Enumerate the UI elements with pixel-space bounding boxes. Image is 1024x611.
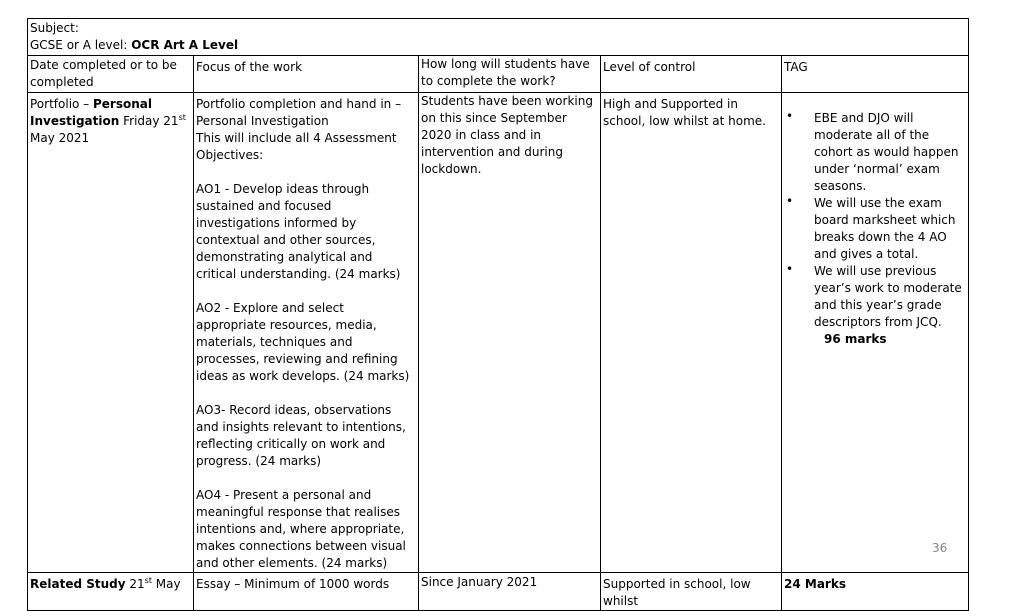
portfolio-date-bold: Personal Investigation [30, 97, 152, 128]
tag-item: • We will use previous year’s work to moderate and this year’s grade descriptors from JCQ. [784, 263, 966, 331]
related-control-cell: Supported in school, low whilst [601, 573, 782, 611]
related-date-suffix: 21 [125, 577, 145, 591]
level-label: GCSE or A level: [30, 38, 132, 52]
related-date-cell [28, 573, 194, 611]
portfolio-date-cell [28, 93, 194, 573]
related-date-bold: Related Study [30, 577, 126, 591]
portfolio-focus-intro: Portfolio completion and hand in – Personal Investigation [196, 97, 402, 128]
col-header-date: Date completed or to be completed [28, 56, 194, 93]
ao1-text: AO1 - Develop ideas through sustained and focused investigations informed by contextual and other sources, demonstrating analytical and critical understanding. (24 marks) [196, 182, 401, 281]
header-row [28, 56, 969, 93]
portfolio-date-sup: st [178, 113, 186, 122]
related-duration-cell: Since January 2021 [419, 573, 601, 611]
page-number: 36 [932, 541, 948, 555]
portfolio-date-suffix: Friday 21 [119, 114, 179, 128]
col-header-duration: How long will students have to complete the work? [419, 56, 601, 93]
ao2-text: AO2 - Explore and select appropriate resources, media, materials, techniques and processes, reviewing and refining ideas as work develops. (24 marks) [196, 301, 410, 383]
portfolio-focus-note: This will include all 4 Assessment Objectives: [196, 131, 397, 162]
ao3-text: AO3- Record ideas, observations and insights relevant to intentions, reflecting critically on work and progress. (24 marks) [196, 403, 406, 468]
related-date-sup: st [144, 576, 152, 585]
portfolio-date-prefix: Portfolio – [30, 97, 93, 111]
subject-cell [28, 19, 969, 56]
portfolio-row [28, 93, 969, 573]
related-row [28, 573, 969, 611]
col-header-tag: TAG [782, 56, 969, 93]
col-header-control: Level of control [601, 56, 782, 93]
related-date-end: May [151, 577, 181, 591]
tag-item: • We will use the exam board marksheet which breaks down the 4 AO and gives a total. [784, 195, 966, 263]
level-value: OCR Art A Level [131, 38, 239, 52]
col-header-focus: Focus of the work [194, 56, 419, 93]
ao4-text: AO4 - Present a personal and meaningful response that realises intentions and, where appropriate, makes connections between visual and other elements. (24 marks) [196, 488, 406, 570]
tag-list [784, 110, 966, 331]
tag-item: • EBE and DJO will moderate all of the cohort as would happen under ‘normal’ exam seasons. [784, 110, 966, 195]
assessment-table [27, 18, 969, 611]
portfolio-focus-cell [194, 93, 419, 573]
related-focus-cell: Essay – Minimum of 1000 words [194, 573, 419, 611]
portfolio-control-cell: High and Supported in school, low whilst at home. [601, 93, 782, 573]
portfolio-date-end: May 2021 [30, 131, 90, 145]
related-tag-cell: 24 Marks [782, 573, 969, 611]
level-line [30, 37, 966, 54]
portfolio-duration-cell: Students have been working on this since September 2020 in class and in intervention and during lockdown. [419, 93, 601, 573]
portfolio-tag-cell [782, 93, 969, 573]
subject-label: Subject: [30, 21, 79, 35]
tag-marks: 96 marks [824, 332, 887, 346]
subject-row [28, 19, 969, 56]
